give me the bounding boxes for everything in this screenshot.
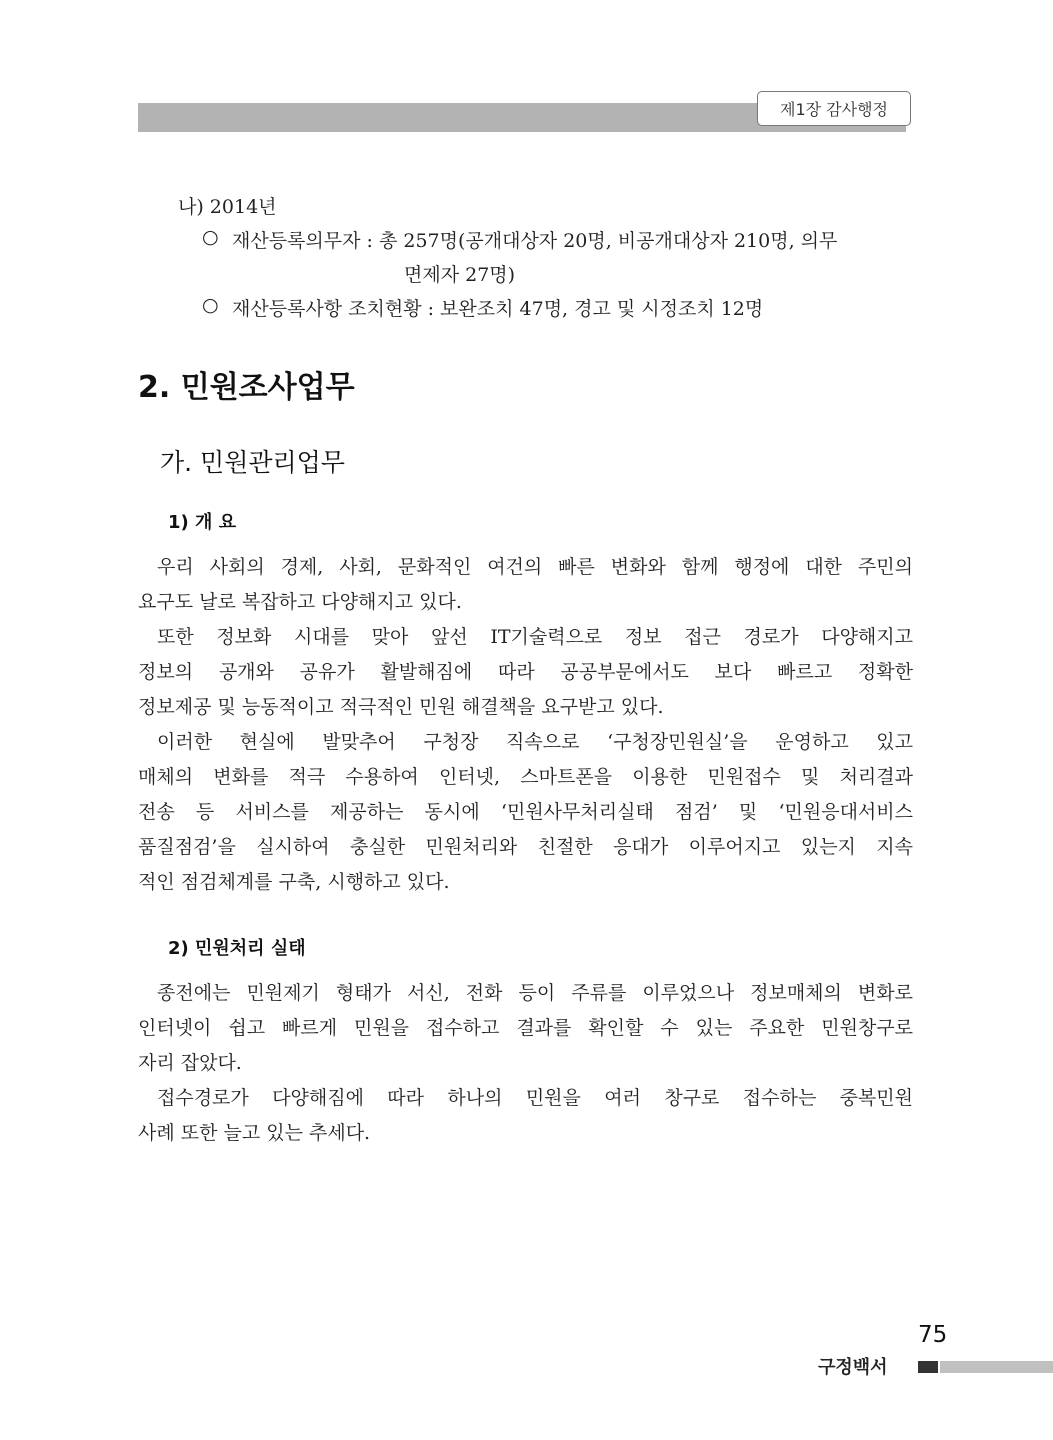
paragraph-line: 정보제공 및 능동적이고 적극적인 민원 해결책을 요구받고 있다. bbox=[138, 696, 664, 718]
paragraph-line: 우리 사회의 경제, 사회, 문화적인 여건의 빠른 변화와 함께 행정에 대한 주민의 bbox=[157, 556, 913, 578]
footer-bar-accent bbox=[918, 1361, 938, 1373]
list-item: 재산등록사항 조치현황 : 보완조치 47명, 경고 및 시정조치 12명 bbox=[232, 298, 764, 320]
book-title: 구정백서 bbox=[818, 1357, 888, 1378]
paragraph-line: 품질점검’을 실시하여 충실한 민원처리와 친절한 응대가 이루어지고 있는지 지속 bbox=[138, 836, 913, 858]
part1-title: 1) 개 요 bbox=[168, 512, 237, 533]
part2-body bbox=[138, 976, 913, 1151]
bullet-icon: ○ bbox=[202, 294, 219, 316]
paragraph-line: 종전에는 민원제기 형태가 서신, 전화 등이 주류를 이루었으나 정보매체의 변화로 bbox=[157, 982, 913, 1004]
bullet-icon: ○ bbox=[202, 226, 219, 248]
paragraph-line: 정보의 공개와 공유가 활발해짐에 따라 공공부문에서도 보다 빠르고 정확한 bbox=[138, 661, 913, 683]
paragraph-line: 매체의 변화를 적극 수용하여 인터넷, 스마트폰을 이용한 민원접수 및 처리결과 bbox=[138, 766, 913, 788]
paragraph-line: 접수경로가 다양해짐에 따라 하나의 민원을 여러 창구로 접수하는 중복민원 bbox=[157, 1087, 913, 1109]
paragraph-line: 사례 또한 늘고 있는 추세다. bbox=[138, 1122, 371, 1144]
list-item-continuation: 면제자 27명) bbox=[404, 264, 516, 286]
page-number: 75 bbox=[918, 1322, 948, 1348]
part1-body bbox=[138, 550, 913, 900]
paragraph-line: 전송 등 서비스를 제공하는 동시에 ‘민원사무처리실태 점검’ 및 ‘민원응대서비스 bbox=[138, 801, 913, 823]
paragraph-line: 적인 점검체계를 구축, 시행하고 있다. bbox=[138, 871, 450, 893]
section-title: 2. 민원조사업무 bbox=[138, 370, 355, 405]
part2-title: 2) 민원처리 실태 bbox=[168, 938, 306, 959]
chapter-label: 제1장 감사행정 bbox=[757, 91, 911, 126]
paragraph-line: 자리 잡았다. bbox=[138, 1052, 242, 1074]
subsection-title: 가. 민원관리업무 bbox=[160, 448, 345, 477]
subsection-2014-title: 나) 2014년 bbox=[178, 196, 277, 218]
list-item: 재산등록의무자 : 총 257명(공개대상자 20명, 비공개대상자 210명, 의무 bbox=[232, 230, 838, 252]
paragraph-line: 또한 정보화 시대를 맞아 앞선 IT기술력으로 정보 접근 경로가 다양해지고 bbox=[157, 626, 913, 648]
paragraph-line: 인터넷이 쉽고 빠르게 민원을 접수하고 결과를 확인할 수 있는 주요한 민원창구로 bbox=[138, 1017, 913, 1039]
paragraph-line: 요구도 날로 복잡하고 다양해지고 있다. bbox=[138, 591, 462, 613]
footer-bar bbox=[940, 1361, 1053, 1373]
paragraph-line: 이러한 현실에 발맞추어 구청장 직속으로 ‘구청장민원실’을 운영하고 있고 bbox=[157, 731, 913, 753]
